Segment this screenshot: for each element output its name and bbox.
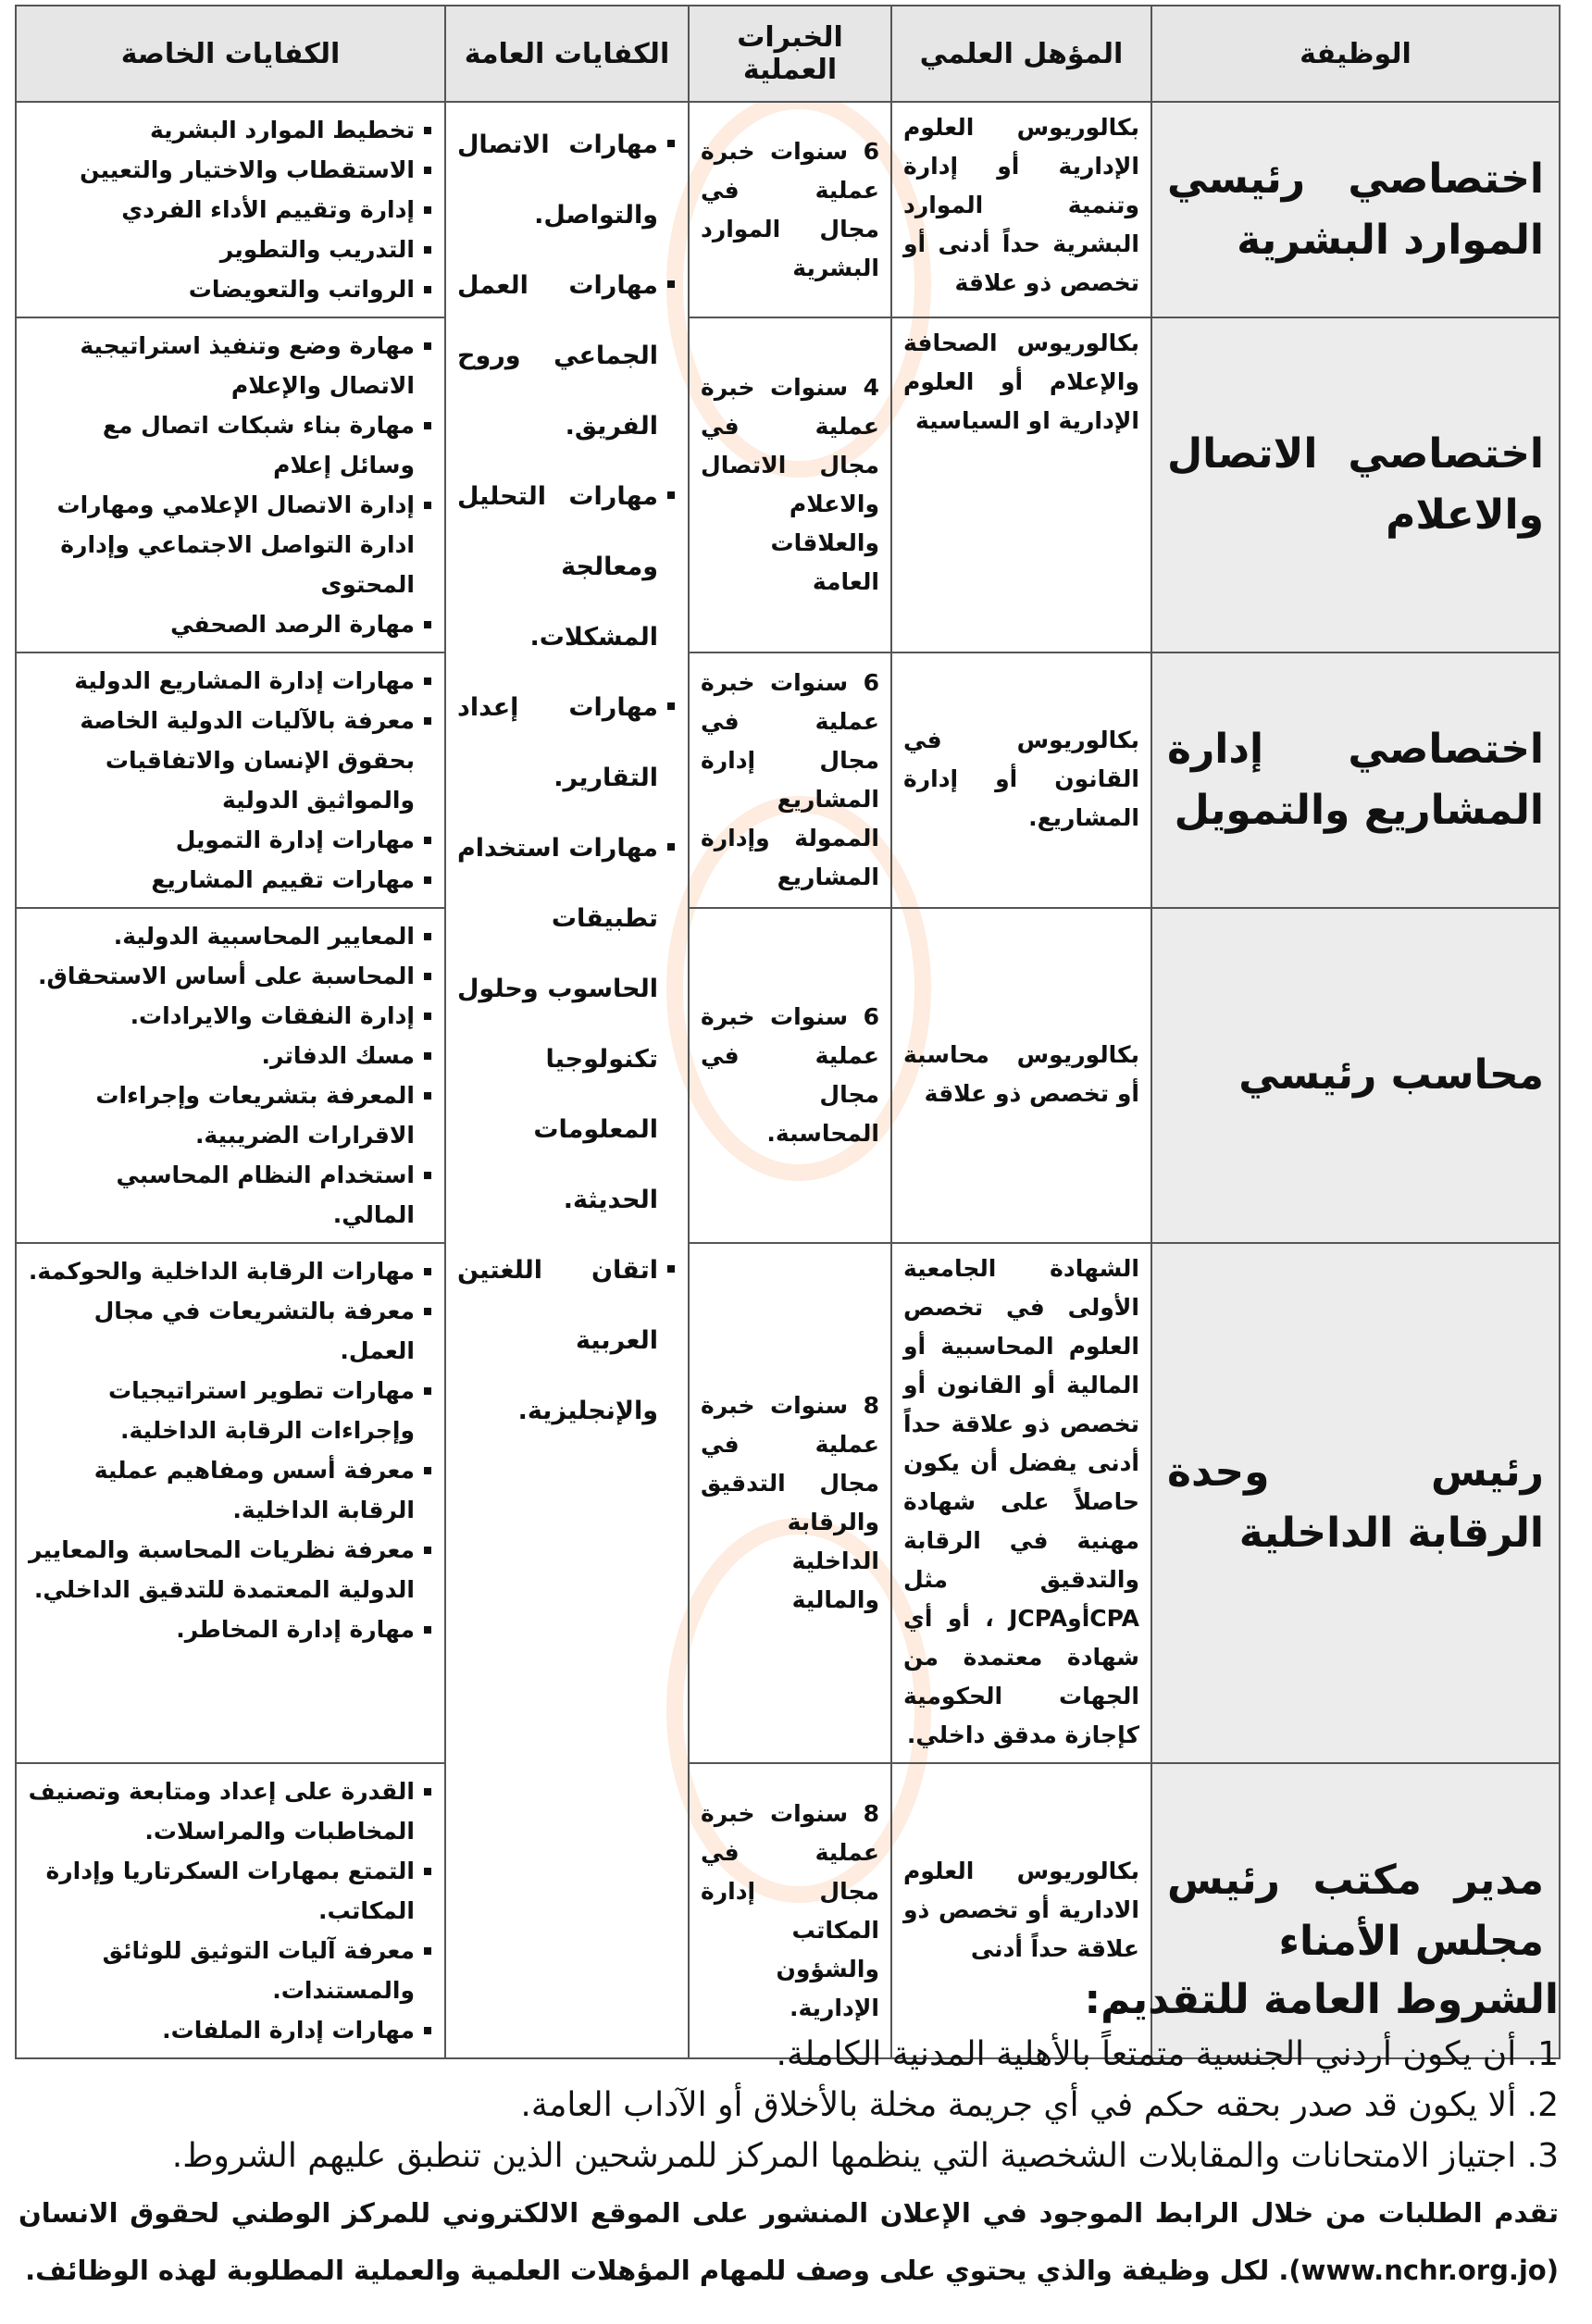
special-competency-item: مهارة بناء شبكات اتصال مع وسائل إعلام — [28, 405, 433, 485]
qualification: بكالوريوس محاسبة أو تخصص ذو علاقة — [891, 908, 1151, 1243]
experience: 8 سنوات خبرة عملية في مجال إدارة المكاتب والشؤون الإدارية. — [689, 1763, 891, 2058]
special-competency-item: المعرفة بتشريعات وإجراءات الاقرارات الضريبية. — [28, 1075, 433, 1155]
special-competency-item: إدارة النفقات والايرادات. — [28, 996, 433, 1036]
special-competency-item: الرواتب والتعويضات — [28, 269, 433, 309]
special-competency-item: مهارة الرصد الصحفي — [28, 604, 433, 644]
table-row — [16, 102, 1560, 317]
special-competency-item: إدارة وتقييم الأداء الفردي — [28, 190, 433, 230]
qualification: بكالوريوس في القانون أو إدارة المشاريع. — [891, 652, 1151, 908]
general-competency-item: اتقان اللغتين العربية والإنجليزية. — [457, 1236, 677, 1447]
header-special: الكفايات الخاصة — [16, 6, 445, 102]
job-title: اختصاصي إدارة المشاريع والتمويل — [1151, 652, 1560, 908]
table-row — [16, 908, 1560, 1243]
special-competency-item: المعايير المحاسبية الدولية. — [28, 916, 433, 956]
special-competency-item: معرفة نظريات المحاسبة والمعايير الدولية المعتمدة للتدقيق الداخلي. — [28, 1530, 433, 1609]
job-title: اختصاصي الاتصال والاعلام — [1151, 317, 1560, 652]
special-competencies — [16, 1243, 445, 1763]
special-competency-item: معرفة آليات التوثيق للوثائق والمستندات. — [28, 1931, 433, 2010]
special-competency-item: الاستقطاب والاختيار والتعيين — [28, 150, 433, 190]
apply-instructions: تقدم الطلبات من خلال الرابط الموجود في الإعلان المنشور على الموقع الالكتروني للمركز الوطني لحقوق الانسان — [19, 2197, 1559, 2229]
condition-item: 2. ألا يكون قد صدر بحقه حكم في أي جريمة مخلة بالأخلاق أو الآداب العامة. — [520, 2086, 1559, 2124]
job-title: مدير مكتب رئيس مجلس الأمناء — [1151, 1763, 1560, 2058]
jobs-table — [15, 5, 1561, 2059]
experience: 6 سنوات خبرة عملية في مجال الموارد البشرية — [689, 102, 891, 317]
special-competency-item: المحاسبة على أساس الاستحقاق. — [28, 956, 433, 996]
header-experience: الخبرات العملية — [689, 6, 891, 102]
job-title: محاسب رئيسي — [1151, 908, 1560, 1243]
experience: 4 سنوات خبرة عملية في مجال الاتصال والاعلام والعلاقات العامة — [689, 317, 891, 652]
special-competency-item: معرفة أسس ومفاهيم عملية الرقابة الداخلية. — [28, 1450, 433, 1530]
special-competency-item: استخدام النظام المحاسبي المالي. — [28, 1155, 433, 1235]
special-competencies — [16, 102, 445, 317]
table-row — [16, 317, 1560, 652]
special-competency-item: مهارات إدارة التمويل — [28, 820, 433, 860]
header-general: الكفايات العامة — [445, 6, 689, 102]
special-competency-item: التمتع بمهارات السكرتاريا وإدارة المكاتب. — [28, 1851, 433, 1931]
apply-instructions-website: (www.nchr.org.jo). لكل وظيفة والذي يحتوي على وصف للمهام المؤهلات العلمية والعملية المطلوبة لهذه الوظائف. — [25, 2255, 1559, 2286]
special-competency-item: مسك الدفاتر. — [28, 1036, 433, 1075]
condition-item: 1. أن يكون أردني الجنسية متمتعاً بالأهلية المدنية الكاملة. — [776, 2035, 1559, 2073]
experience: 6 سنوات خبرة عملية في مجال المحاسبة. — [689, 908, 891, 1243]
special-competency-item: مهارة إدارة المخاطر. — [28, 1609, 433, 1649]
table-row — [16, 1243, 1560, 1763]
table-row — [16, 652, 1560, 908]
job-title: اختصاصي رئيسي الموارد البشرية — [1151, 102, 1560, 317]
special-competency-item: مهارات الرقابة الداخلية والحوكمة. — [28, 1251, 433, 1291]
conditions-title: الشروط العامة للتقديم: — [1084, 1976, 1559, 2023]
special-competency-item: مهارات إدارة الملفات. — [28, 2010, 433, 2050]
general-competencies — [445, 102, 689, 2058]
qualification: الشهادة الجامعية الأولى في تخصص العلوم المحاسبية أو المالية أو القانون أو تخصص ذو علاقة حداً أدنى يفضل أن يكون حاصلاً على شهادة مهنية في الرقابة والتدقيق مثل CPAأوJCPA ، أو أي شهادة معتمدة من الجهات الحكومية كإجازة مدقق داخلي. — [891, 1243, 1151, 1763]
general-competency-item: مهارات العمل الجماعي وروح الفريق. — [457, 251, 677, 462]
special-competency-item: القدرة على إعداد ومتابعة وتصنيف المخاطبات والمراسلات. — [28, 1771, 433, 1851]
special-competencies — [16, 652, 445, 908]
qualification: بكالوريوس العلوم الإدارية أو إدارة وتنمية الموارد البشرية حداً أدنى أو تخصص ذو علاقة — [891, 102, 1151, 317]
general-competency-item: مهارات استخدام تطبيقات الحاسوب وحلول تكنولوجيا المعلومات الحديثة. — [457, 814, 677, 1236]
general-competency-item: مهارات الاتصال والتواصل. — [457, 110, 677, 251]
header-job: الوظيفة — [1151, 6, 1560, 102]
condition-item: 3. اجتياز الامتحانات والمقابلات الشخصية التي ينظمها المركز للمرشحين الذين تنطبق عليهم الشروط. — [171, 2137, 1559, 2175]
special-competencies — [16, 908, 445, 1243]
special-competency-item: مهارات إدارة المشاريع الدولية — [28, 661, 433, 701]
special-competency-item: معرفة بالآليات الدولية الخاصة بحقوق الإنسان والاتفاقيات والمواثيق الدولية — [28, 701, 433, 820]
experience: 6 سنوات خبرة عملية في مجال إدارة المشاريع الممولة وإدارة المشاريع — [689, 652, 891, 908]
special-competency-item: معرفة بالتشريعات في مجال العمل. — [28, 1291, 433, 1371]
general-conditions — [19, 1976, 1559, 2298]
special-competencies — [16, 317, 445, 652]
special-competency-item: إدارة الاتصال الإعلامي ومهارات ادارة التواصل الاجتماعي وإدارة المحتوى — [28, 485, 433, 604]
general-competency-item: مهارات إعداد التقارير. — [457, 673, 677, 814]
special-competency-item: مهارة وضع وتنفيذ استراتيجية الاتصال والإعلام — [28, 326, 433, 405]
qualification: بكالوريوس العلوم الادارية أو تخصص ذو علاقة حداً أدنى — [891, 1763, 1151, 2058]
experience: 8 سنوات خبرة عملية في مجال التدقيق والرقابة الداخلية والمالية — [689, 1243, 891, 1763]
special-competency-item: مهارات تطوير استراتيجيات وإجراءات الرقابة الداخلية. — [28, 1371, 433, 1450]
table-header-row — [16, 6, 1560, 102]
job-title: رئيس وحدة الرقابة الداخلية — [1151, 1243, 1560, 1763]
special-competency-item: التدريب والتطوير — [28, 230, 433, 269]
header-qualification: المؤهل العلمي — [891, 6, 1151, 102]
special-competency-item: تخطيط الموارد البشرية — [28, 110, 433, 150]
qualification: بكالوريوس الصحافة والإعلام أو العلوم الإدارية او السياسية — [891, 317, 1151, 652]
general-competency-item: مهارات التحليل ومعالجة المشكلات. — [457, 462, 677, 673]
special-competency-item: مهارات تقييم المشاريع — [28, 860, 433, 900]
